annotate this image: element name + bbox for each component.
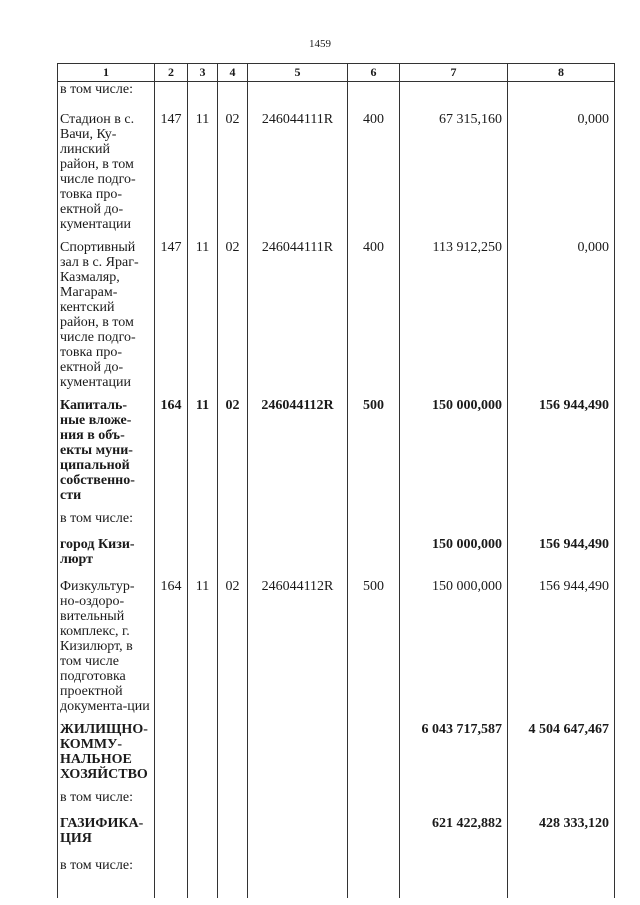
cell: 113 912,250 xyxy=(400,232,508,390)
cell xyxy=(400,850,508,898)
cell: 11 xyxy=(188,390,218,503)
cell: 0,000 xyxy=(508,104,615,232)
cell xyxy=(348,82,400,105)
page-number: 1459 xyxy=(309,38,331,50)
cell: 11 xyxy=(188,571,218,714)
row-name: Спортивный зал в с. Яраг-Казмаляр, Магарам-кентский район, в том числе подго-товка про-ектной до-кументации xyxy=(58,232,155,390)
row-name: Стадион в с. Вачи, Ку-линский район, в том числе подго-товка про-ектной до-кументации xyxy=(58,104,155,232)
table-header-row xyxy=(58,64,615,82)
cell xyxy=(155,503,188,529)
cell xyxy=(348,782,400,808)
cell: 02 xyxy=(218,232,248,390)
row-name: Физкультур-но-оздоро-вительный комплекс, г. Кизилюрт, в том числе подготовка проектной документа-ции xyxy=(58,571,155,714)
cell: 4 504 647,467 xyxy=(508,714,615,782)
cell xyxy=(218,714,248,782)
cell: 156 944,490 xyxy=(508,571,615,714)
cell xyxy=(188,782,218,808)
cell xyxy=(155,82,188,105)
cell xyxy=(508,503,615,529)
row-name: в том числе: xyxy=(58,503,155,529)
cell: 67 315,160 xyxy=(400,104,508,232)
cell xyxy=(248,714,348,782)
cell: 246044112R xyxy=(248,390,348,503)
cell xyxy=(155,808,188,850)
cell xyxy=(155,850,188,898)
cell xyxy=(348,714,400,782)
cell: 6 043 717,587 xyxy=(400,714,508,782)
cell xyxy=(218,808,248,850)
cell xyxy=(348,808,400,850)
column-header: 8 xyxy=(508,64,615,82)
cell xyxy=(218,503,248,529)
column-header: 3 xyxy=(188,64,218,82)
cell xyxy=(218,529,248,571)
cell: 246044111R xyxy=(248,232,348,390)
cell: 246044111R xyxy=(248,104,348,232)
cell: 11 xyxy=(188,232,218,390)
cell: 02 xyxy=(218,104,248,232)
cell: 02 xyxy=(218,571,248,714)
cell xyxy=(248,782,348,808)
cell: 621 422,882 xyxy=(400,808,508,850)
row-name: ГАЗИФИКА-ЦИЯ xyxy=(58,808,155,850)
cell: 150 000,000 xyxy=(400,390,508,503)
table-row xyxy=(58,232,615,390)
row-name: ЖИЛИЩНО-КОММУ-НАЛЬНОЕ ХОЗЯЙСТВО xyxy=(58,714,155,782)
cell: 147 xyxy=(155,232,188,390)
cell: 11 xyxy=(188,104,218,232)
cell: 150 000,000 xyxy=(400,529,508,571)
cell xyxy=(218,850,248,898)
cell: 400 xyxy=(348,104,400,232)
table-row xyxy=(58,714,615,782)
column-header: 4 xyxy=(218,64,248,82)
cell: 246044112R xyxy=(248,571,348,714)
budget-table xyxy=(57,63,615,898)
cell: 164 xyxy=(155,390,188,503)
cell xyxy=(218,782,248,808)
cell: 400 xyxy=(348,232,400,390)
row-name: в том числе: xyxy=(58,782,155,808)
cell: 150 000,000 xyxy=(400,571,508,714)
cell: 428 333,120 xyxy=(508,808,615,850)
cell xyxy=(400,503,508,529)
cell: 500 xyxy=(348,571,400,714)
cell xyxy=(155,782,188,808)
cell xyxy=(400,782,508,808)
table-row xyxy=(58,571,615,714)
cell xyxy=(508,82,615,105)
cell xyxy=(155,529,188,571)
cell xyxy=(248,529,348,571)
row-name: в том числе: xyxy=(58,82,155,105)
cell xyxy=(188,808,218,850)
cell xyxy=(248,503,348,529)
cell xyxy=(508,850,615,898)
cell xyxy=(188,529,218,571)
column-header: 1 xyxy=(58,64,155,82)
cell xyxy=(218,82,248,105)
cell: 02 xyxy=(218,390,248,503)
cell: 0,000 xyxy=(508,232,615,390)
column-header: 6 xyxy=(348,64,400,82)
cell: 156 944,490 xyxy=(508,529,615,571)
table-row xyxy=(58,808,615,850)
table-row xyxy=(58,782,615,808)
cell xyxy=(400,82,508,105)
cell xyxy=(348,503,400,529)
cell xyxy=(188,850,218,898)
cell: 500 xyxy=(348,390,400,503)
column-header: 2 xyxy=(155,64,188,82)
row-name: город Кизи-люрт xyxy=(58,529,155,571)
budget-table-wrapper xyxy=(57,63,615,898)
cell xyxy=(248,808,348,850)
table-row xyxy=(58,390,615,503)
cell xyxy=(348,850,400,898)
cell xyxy=(188,82,218,105)
cell xyxy=(248,850,348,898)
row-name: Капиталь-ные вложе-ния в объ-екты муни-ципальной собственно-сти xyxy=(58,390,155,503)
cell xyxy=(508,782,615,808)
table-row xyxy=(58,529,615,571)
column-header: 7 xyxy=(400,64,508,82)
table-row xyxy=(58,503,615,529)
table-row xyxy=(58,850,615,898)
cell xyxy=(348,529,400,571)
cell xyxy=(188,714,218,782)
column-header: 5 xyxy=(248,64,348,82)
cell xyxy=(188,503,218,529)
cell: 156 944,490 xyxy=(508,390,615,503)
table-row xyxy=(58,82,615,105)
table-row xyxy=(58,104,615,232)
cell xyxy=(248,82,348,105)
cell: 147 xyxy=(155,104,188,232)
row-name: в том числе: xyxy=(58,850,155,898)
cell xyxy=(155,714,188,782)
cell: 164 xyxy=(155,571,188,714)
